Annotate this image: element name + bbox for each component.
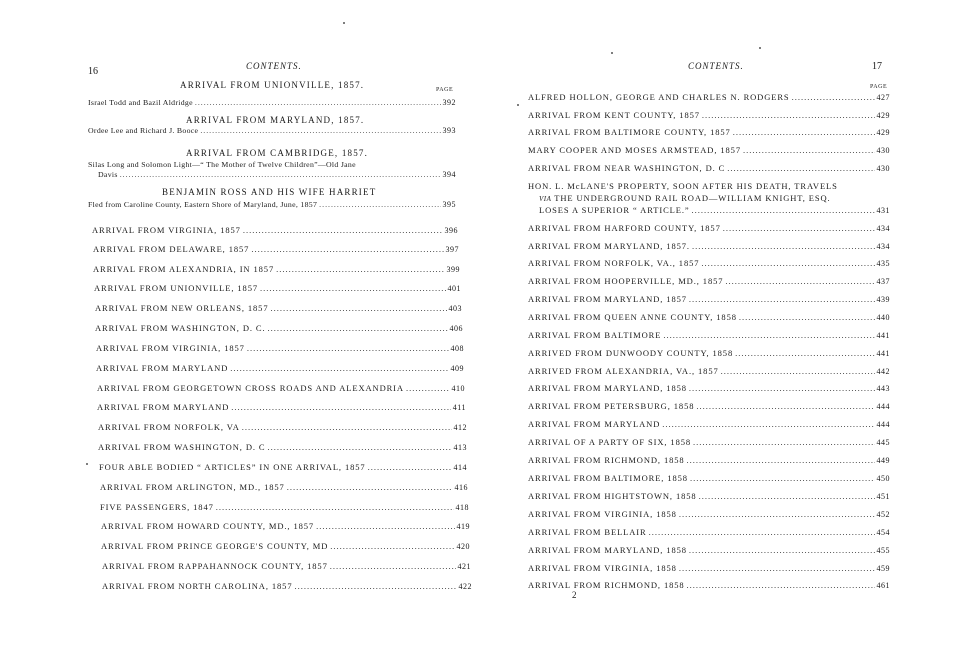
leader-dots (663, 330, 874, 340)
toc-entry[interactable] (528, 563, 890, 573)
entry-page: 406 (449, 324, 463, 333)
leader-dots (692, 241, 875, 251)
leader-dots (723, 223, 875, 233)
entry-title: ARRIVAL FROM HARFORD COUNTY, 1857 (528, 223, 721, 233)
entry-title: ARRIVED FROM DUNWOODY COUNTY, 1858 (528, 348, 734, 358)
toc-entry[interactable] (95, 323, 463, 333)
entry-page: 392 (442, 98, 456, 107)
toc-entry[interactable] (528, 258, 890, 268)
entry-title: ARRIVAL FROM VIRGINIA, 1858 (528, 563, 677, 573)
entry-page: 399 (446, 265, 460, 274)
entry-page: 397 (445, 245, 459, 254)
leader-dots (242, 422, 452, 432)
leader-dots (699, 491, 875, 501)
leader-dots (247, 343, 449, 353)
entry-title: ARRIVAL OF A PARTY OF SIX, 1858 (528, 437, 692, 447)
leader-dots (216, 502, 454, 512)
toc-entry[interactable] (528, 527, 890, 537)
entry-page: 394 (442, 170, 456, 179)
scan-speck (343, 22, 345, 24)
entry-page: 414 (453, 463, 467, 472)
toc-entry[interactable] (93, 264, 460, 274)
leader-dots (406, 383, 450, 393)
toc-entry[interactable] (528, 145, 890, 155)
entry-title-line: Silas Long and Solomon Light—“ The Mother of Twelve Children”—Old Jane (88, 160, 356, 169)
entry-title: ARRIVAL FROM PETERSBURG, 1858 (528, 401, 695, 411)
toc-entry[interactable] (528, 366, 890, 376)
leader-dots (701, 258, 874, 268)
toc-entry[interactable] (96, 343, 464, 353)
entry-title: MARY COOPER AND MOSES ARMSTEAD, 1857 (528, 145, 741, 155)
toc-entry[interactable] (528, 163, 890, 173)
leader-dots (316, 521, 454, 531)
entry-page: 440 (876, 313, 890, 322)
leader-dots (689, 294, 875, 304)
toc-entry[interactable] (528, 348, 890, 358)
toc-entry[interactable] (93, 244, 459, 254)
leader-dots (243, 225, 443, 235)
leader-dots (231, 402, 451, 412)
leader-dots (662, 419, 874, 429)
entry-page: 452 (876, 510, 890, 519)
page-number: 17 (872, 61, 882, 72)
entry-page: 416 (454, 483, 468, 492)
leader-dots (330, 541, 454, 551)
entry-page: 441 (876, 349, 890, 358)
leader-dots (792, 92, 875, 102)
toc-entry[interactable] (88, 126, 456, 135)
entry-title: ARRIVAL FROM MARYLAND, 1858 (528, 383, 687, 393)
toc-entry[interactable] (528, 241, 890, 251)
leader-dots (679, 563, 875, 573)
entry-title: ARRIVAL FROM VIRGINIA, 1857 (96, 343, 245, 353)
entry-page: 444 (876, 420, 890, 429)
via-word: VIA (539, 195, 552, 203)
section-heading: ARRIVAL FROM UNIONVILLE, 1857. (180, 80, 365, 90)
entry-title: ARRIVAL FROM BALTIMORE (528, 330, 662, 340)
leader-dots (368, 462, 452, 472)
entry-title: ARRIVAL FROM NORFOLK, VA., 1857 (528, 258, 700, 268)
leader-dots (679, 509, 875, 519)
entry-title: ARRIVAL FROM GEORGETOWN CROSS ROADS AND ALEXANDRIA (97, 383, 404, 393)
leader-dots (294, 581, 456, 591)
entry-title: ARRIVAL FROM MARYLAND (96, 363, 229, 373)
scan-speck (517, 104, 519, 106)
toc-entry[interactable] (94, 283, 461, 293)
entry-title-line-text: THE UNDERGROUND RAIL ROAD—WILLIAM KNIGHT, ESQ. (554, 193, 831, 203)
toc-entry[interactable] (98, 170, 456, 179)
toc-entry[interactable] (528, 401, 890, 411)
entry-title: ARRIVAL FROM MARYLAND, 1857 (528, 294, 687, 304)
entry-page: 434 (876, 242, 890, 251)
entry-page: 413 (453, 443, 467, 452)
leader-dots (268, 323, 448, 333)
leader-dots (287, 482, 453, 492)
entry-title: ARRIVAL FROM MARYLAND (528, 419, 661, 429)
leader-dots (692, 205, 875, 215)
leader-dots (200, 126, 440, 135)
entry-title: FIVE PASSENGERS, 1847 (100, 502, 214, 512)
toc-entry[interactable] (98, 422, 467, 432)
leader-dots (689, 383, 875, 393)
scan-speck (611, 52, 613, 54)
toc-entry[interactable] (528, 294, 890, 304)
leader-dots (725, 276, 874, 286)
entry-title: ARRIVAL FROM MARYLAND (97, 402, 230, 412)
leader-dots (319, 200, 440, 209)
entry-title: ARRIVAL FROM VIRGINIA, 1858 (528, 509, 677, 519)
toc-entry[interactable] (528, 455, 890, 465)
entry-title: ARRIVAL FROM RICHMOND, 1858 (528, 455, 685, 465)
toc-entry[interactable] (102, 581, 472, 591)
toc-entry[interactable] (100, 482, 468, 492)
toc-entry[interactable] (88, 200, 456, 209)
entry-page: 454 (876, 528, 890, 537)
leader-dots (260, 283, 446, 293)
toc-entry[interactable] (528, 491, 890, 501)
leader-dots (270, 303, 446, 313)
entry-title: ARRIVAL FROM ALEXANDRIA, IN 1857 (93, 264, 275, 274)
entry-page: 439 (876, 295, 890, 304)
toc-entry[interactable] (101, 521, 470, 531)
entry-page: 461 (876, 581, 890, 590)
toc-entry[interactable] (528, 437, 890, 447)
entry-page: 422 (458, 582, 472, 591)
toc-entry[interactable] (528, 276, 890, 286)
entry-page: 430 (876, 164, 890, 173)
scan-speck (86, 463, 88, 465)
section-heading: BENJAMIN ROSS AND HIS WIFE HARRIET (162, 187, 377, 197)
entry-title: ARRIVAL FROM DELAWARE, 1857 (93, 244, 250, 254)
section-heading: ARRIVAL FROM MARYLAND, 1857. (186, 115, 365, 125)
entry-page: 441 (876, 331, 890, 340)
page-number: 16 (88, 66, 98, 77)
scan-speck (759, 47, 761, 49)
toc-entry[interactable] (528, 419, 890, 429)
leader-dots (743, 145, 875, 155)
toc-entry[interactable] (96, 363, 464, 373)
entry-page: 396 (444, 226, 458, 235)
entry-title: ARRIVAL FROM BALTIMORE COUNTY, 1857 (528, 127, 731, 137)
entry-title: FOUR ABLE BODIED “ ARTICLES” IN ONE ARRIVAL, 1857 (99, 462, 366, 472)
entry-title-line: HON. L. McLANE'S PROPERTY, SOON AFTER HIS DEATH, TRAVELS (528, 181, 838, 191)
entry-page: 429 (876, 111, 890, 120)
toc-entry[interactable] (528, 545, 890, 555)
toc-entry[interactable] (528, 223, 890, 233)
entry-title: ARRIVAL FROM VIRGINIA, 1857 (92, 225, 241, 235)
entry-page: 444 (876, 402, 890, 411)
entry-page: 449 (876, 456, 890, 465)
entry-page: 430 (876, 146, 890, 155)
leader-dots (693, 437, 874, 447)
running-head: CONTENTS. (688, 61, 744, 71)
entry-title: ARRIVAL FROM MARYLAND, 1857. (528, 241, 690, 251)
toc-entry[interactable] (528, 127, 890, 137)
page-column-label: PAGE (870, 84, 888, 90)
leader-dots (330, 561, 456, 571)
leader-dots (689, 545, 875, 555)
entry-page: 434 (876, 224, 890, 233)
leader-dots (120, 170, 441, 179)
entry-title: ARRIVAL FROM RAPPAHANNOCK COUNTY, 1857 (102, 561, 328, 571)
entry-title: ALFRED HOLLON, GEORGE AND CHARLES N. RODGERS (528, 92, 790, 102)
entry-page: 450 (876, 474, 890, 483)
toc-entry[interactable] (97, 383, 465, 393)
entry-title: Israel Todd and Bazil Aldridge (88, 98, 193, 107)
entry-title: ARRIVAL FROM QUEEN ANNE COUNTY, 1858 (528, 312, 737, 322)
leader-dots (735, 348, 874, 358)
entry-page: 412 (453, 423, 467, 432)
running-head: CONTENTS. (246, 61, 302, 71)
entry-title: ARRIVAL FROM BELLAIR (528, 527, 647, 537)
entry-page: 419 (456, 522, 470, 531)
toc-entry[interactable] (539, 205, 890, 215)
entry-title: ARRIVAL FROM WASHINGTON, D. C (98, 442, 266, 452)
entry-page: 445 (876, 438, 890, 447)
toc-entry[interactable] (528, 473, 890, 483)
leader-dots (690, 473, 875, 483)
toc-entry[interactable] (101, 541, 470, 551)
toc-entry[interactable] (97, 402, 466, 412)
leader-dots (696, 401, 874, 411)
entry-page: 418 (455, 503, 469, 512)
entry-title: ARRIVAL FROM BALTIMORE, 1858 (528, 473, 688, 483)
toc-entry[interactable] (528, 110, 890, 120)
entry-page: 411 (452, 403, 466, 412)
entry-page: 403 (448, 304, 462, 313)
leader-dots (739, 312, 875, 322)
entry-title: ARRIVAL FROM ARLINGTON, MD., 1857 (100, 482, 285, 492)
entry-page: 431 (876, 206, 890, 215)
left-page (0, 0, 480, 663)
entry-title: Ordee Lee and Richard J. Booce (88, 126, 199, 135)
entry-page: 393 (442, 126, 456, 135)
entry-page: 401 (447, 284, 461, 293)
entry-title: Davis (98, 170, 118, 179)
entry-page: 459 (876, 564, 890, 573)
entry-title: ARRIVAL FROM MARYLAND, 1858 (528, 545, 687, 555)
entry-title: ARRIVAL FROM NORFOLK, VA (98, 422, 240, 432)
entry-title: ARRIVED FROM ALEXANDRIA, VA., 1857 (528, 366, 719, 376)
leader-dots (267, 442, 451, 452)
entry-page: 429 (876, 128, 890, 137)
entry-page: 408 (450, 344, 464, 353)
toc-entry[interactable] (528, 92, 890, 102)
entry-title: ARRIVAL FROM PRINCE GEORGE'S COUNTY, MD (101, 541, 329, 551)
right-page (490, 0, 980, 663)
page-column-label: PAGE (436, 87, 454, 93)
entry-page: 435 (876, 259, 890, 268)
entry-page: 443 (876, 384, 890, 393)
entry-page: 395 (442, 200, 456, 209)
leader-dots (251, 244, 443, 254)
leader-dots (276, 264, 444, 274)
entry-page: 455 (876, 546, 890, 555)
toc-entry[interactable] (528, 383, 890, 393)
entry-title: LOSES A SUPERIOR “ ARTICLE.” (539, 205, 690, 215)
entry-title: Fled from Caroline County, Eastern Shore of Maryland, June, 1857 (88, 200, 318, 209)
leader-dots (687, 455, 875, 465)
leader-dots (727, 163, 874, 173)
entry-page: 420 (456, 542, 470, 551)
entry-page: 409 (450, 364, 464, 373)
entry-page: 442 (876, 367, 890, 376)
entry-title: ARRIVAL FROM HOWARD COUNTY, MD., 1857 (101, 521, 315, 531)
entry-title: ARRIVAL FROM NORTH CAROLINA, 1857 (102, 581, 293, 591)
entry-page: 410 (451, 384, 465, 393)
toc-entry[interactable] (102, 561, 471, 571)
toc-entry[interactable] (95, 303, 462, 313)
leader-dots (195, 98, 441, 107)
toc-entry[interactable] (98, 442, 467, 452)
toc-entry[interactable] (92, 225, 458, 235)
entry-title: ARRIVAL FROM NEW ORLEANS, 1857 (95, 303, 269, 313)
entry-title: ARRIVAL FROM NEAR WASHINGTON, D. C (528, 163, 726, 173)
leader-dots (733, 127, 875, 137)
toc-entry[interactable] (100, 502, 469, 512)
toc-entry[interactable] (88, 98, 456, 107)
entry-title: ARRIVAL FROM WASHINGTON, D. C. (95, 323, 266, 333)
signature-mark: 2 (572, 590, 577, 600)
toc-entry[interactable] (99, 462, 467, 472)
toc-entry[interactable] (528, 509, 890, 519)
toc-entry[interactable] (528, 312, 890, 322)
leader-dots (230, 363, 448, 373)
entry-title: ARRIVAL FROM HOOPERVILLE, MD., 1857 (528, 276, 724, 286)
entry-page: 437 (876, 277, 890, 286)
leader-dots (649, 527, 875, 537)
entry-title: ARRIVAL FROM KENT COUNTY, 1857 (528, 110, 700, 120)
entry-title: ARRIVAL FROM UNIONVILLE, 1857 (94, 283, 258, 293)
entry-title: ARRIVAL FROM RICHMOND, 1858 (528, 580, 685, 590)
toc-entry[interactable] (528, 580, 890, 590)
entry-page: 421 (457, 562, 471, 571)
leader-dots (702, 110, 875, 120)
leader-dots (687, 580, 875, 590)
toc-entry[interactable] (528, 330, 890, 340)
entry-title: ARRIVAL FROM HIGHTSTOWN, 1858 (528, 491, 697, 501)
section-heading: ARRIVAL FROM CAMBRIDGE, 1857. (186, 148, 369, 158)
leader-dots (721, 366, 875, 376)
entry-title-line (539, 193, 831, 203)
entry-page: 451 (876, 492, 890, 501)
entry-page: 427 (876, 93, 890, 102)
